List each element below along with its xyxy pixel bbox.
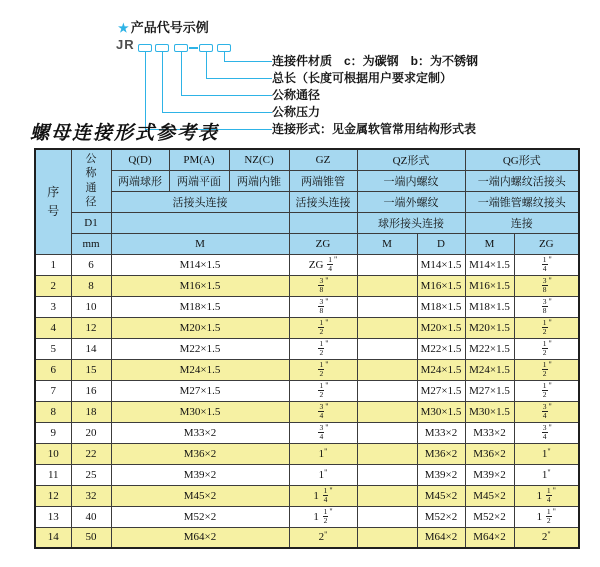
cell-gz <box>289 317 357 338</box>
cell-m: M52×2 <box>111 506 289 527</box>
header-gz: GZ <box>289 149 357 170</box>
inch-mark: " <box>329 506 333 516</box>
cell-gz <box>289 422 357 443</box>
cell-qg-zg <box>514 401 579 422</box>
cell-m: M24×1.5 <box>111 359 289 380</box>
fraction: $\frac{1}{2}$ <box>546 506 551 525</box>
inch-mark: " <box>324 530 328 540</box>
cell-qz-m <box>357 443 417 464</box>
cell-qg-m: M14×1.5 <box>465 254 514 275</box>
code-box-5 <box>217 44 231 52</box>
cell-qz-d: M27×1.5 <box>417 380 465 401</box>
cell-qg-m: M45×2 <box>465 485 514 506</box>
cell-qg-zg <box>514 275 579 296</box>
header-qz: QZ形式 <box>357 149 465 170</box>
header-empty-left <box>111 212 289 233</box>
header-qg: QG形式 <box>465 149 579 170</box>
cell-gz: 1" <box>289 443 357 464</box>
cell-mm: 40 <box>71 506 111 527</box>
table-row <box>35 338 579 359</box>
cell-qz-d: M20×1.5 <box>417 317 465 338</box>
cell-seq: 2 <box>35 275 71 296</box>
cell-qg-zg <box>514 338 579 359</box>
inch-mark: " <box>552 485 556 495</box>
table-row <box>35 380 579 401</box>
fraction: $\frac{3}{4}$ <box>542 401 547 420</box>
table-row <box>35 485 579 506</box>
fraction: $\frac{1}{2}$ <box>319 338 324 357</box>
fraction: $\frac{3}{4}$ <box>319 401 324 420</box>
cell-mm: 22 <box>71 443 111 464</box>
diagram-label-length: 总长（长度可根据用户要求定制） <box>272 71 453 85</box>
cell-qz-d: M45×2 <box>417 485 465 506</box>
cell-gz: ZG $\frac{1}{4}$ " <box>289 254 357 275</box>
cell-seq: 5 <box>35 338 71 359</box>
diagram-label-pressure: 公称压力 <box>272 105 321 119</box>
cell-m: M18×1.5 <box>111 296 289 317</box>
fraction: $\frac{3}{8}$ <box>542 275 547 294</box>
cell-qz-d: M14×1.5 <box>417 254 465 275</box>
table-row <box>35 527 579 548</box>
cell-m: M16×1.5 <box>111 275 289 296</box>
fraction: $\frac{1}{2}$ <box>319 317 324 336</box>
cell-qz-m <box>357 380 417 401</box>
cell-qg-m: M33×2 <box>465 422 514 443</box>
header-gz-desc: 两端锥管 <box>289 170 357 191</box>
cell-qg-m: M36×2 <box>465 443 514 464</box>
cell-qg-zg: 1" <box>514 443 579 464</box>
fraction: $\frac{1}{2}$ <box>542 359 547 378</box>
cell-gz <box>289 275 357 296</box>
header-qd-desc: 两端球形 <box>111 170 169 191</box>
cell-seq: 8 <box>35 401 71 422</box>
cell-mm: 50 <box>71 527 111 548</box>
cell-gz <box>289 296 357 317</box>
fraction: $\frac{1}{2}$ <box>319 359 324 378</box>
cell-qg-m: M24×1.5 <box>465 359 514 380</box>
cell-qz-d: M24×1.5 <box>417 359 465 380</box>
cell-qz-d: M18×1.5 <box>417 296 465 317</box>
diagram-label-connection: 连接形式：见金属软管常用结构形式表 <box>272 122 477 136</box>
cell-qg-m: M18×1.5 <box>465 296 514 317</box>
cell-qz-m <box>357 338 417 359</box>
inch-mark: " <box>325 275 329 285</box>
inch-mark: " <box>548 359 552 369</box>
inch-mark: " <box>547 467 551 477</box>
inch-mark: " <box>548 275 552 285</box>
cell-mm: 10 <box>71 296 111 317</box>
inch-mark: " <box>325 422 329 432</box>
header-qz-row4: 球形接头连接 <box>357 212 465 233</box>
code-box-4 <box>199 44 213 52</box>
inch-mark: " <box>548 380 552 390</box>
table-row <box>35 275 579 296</box>
cell-qg-m: M39×2 <box>465 464 514 485</box>
cell-qz-m <box>357 254 417 275</box>
cell-m: M33×2 <box>111 422 289 443</box>
cell-qg-m: M16×1.5 <box>465 275 514 296</box>
inch-mark: " <box>325 380 329 390</box>
cell-mm: 6 <box>71 254 111 275</box>
header-nominal-diameter <box>71 149 111 212</box>
fraction: $\frac{1}{2}$ <box>319 380 324 399</box>
header-gz-unit: ZG <box>289 233 357 254</box>
cell-m: M39×2 <box>111 464 289 485</box>
header-empty-gz <box>289 212 357 233</box>
nut-connection-table <box>34 148 580 549</box>
diagram-title <box>118 17 209 36</box>
code-box-3 <box>174 44 188 52</box>
inch-mark: " <box>547 446 551 456</box>
cell-seq: 6 <box>35 359 71 380</box>
cell-gz: 2" <box>289 527 357 548</box>
table-body <box>35 254 579 548</box>
table-row <box>35 464 579 485</box>
cell-qz-d: M22×1.5 <box>417 338 465 359</box>
header-qg-row2: 一端内螺纹活接头 <box>465 170 579 191</box>
cell-seq: 1 <box>35 254 71 275</box>
cell-qz-d: M39×2 <box>417 464 465 485</box>
fraction: $\frac{1}{2}$ <box>542 338 547 357</box>
header-qd: Q(D) <box>111 149 169 170</box>
inch-mark: " <box>325 317 329 327</box>
fraction: $\frac{3}{8}$ <box>542 296 547 315</box>
cell-qg-m: M30×1.5 <box>465 401 514 422</box>
cell-qg-zg <box>514 254 579 275</box>
inch-mark: " <box>333 254 338 264</box>
header-mm: mm <box>71 233 111 254</box>
cell-qz-m <box>357 485 417 506</box>
inch-mark: " <box>548 401 552 411</box>
fraction: $\frac{1}{4}$ <box>542 254 547 273</box>
inch-mark: " <box>548 422 552 432</box>
cell-qg-zg: 1 $\frac{1}{4}$ " <box>514 485 579 506</box>
cell-qz-d: M64×2 <box>417 527 465 548</box>
table-row <box>35 359 579 380</box>
inch-mark: " <box>325 401 329 411</box>
cell-seq: 13 <box>35 506 71 527</box>
table-row <box>35 443 579 464</box>
cell-mm: 32 <box>71 485 111 506</box>
header-nominal-label: 公称通径 <box>85 153 97 209</box>
cell-qz-d: M52×2 <box>417 506 465 527</box>
fraction: $\frac{3}{4}$ <box>319 422 324 441</box>
cell-seq: 3 <box>35 296 71 317</box>
header-qg-zg: ZG <box>514 233 579 254</box>
table-row <box>35 296 579 317</box>
diagram-title-text: 产品代号示例 <box>130 20 209 35</box>
cell-qg-m: M20×1.5 <box>465 317 514 338</box>
header-seq-label: 序号 <box>47 185 60 218</box>
diagram-label-diameter: 公称通径 <box>272 88 321 102</box>
fraction: $\frac{1}{2}$ <box>542 317 547 336</box>
cell-seq: 9 <box>35 422 71 443</box>
inch-mark: " <box>325 338 329 348</box>
cell-qg-zg <box>514 380 579 401</box>
cell-qg-m: M52×2 <box>465 506 514 527</box>
cell-qg-m: M27×1.5 <box>465 380 514 401</box>
cell-m: M14×1.5 <box>111 254 289 275</box>
code-box-1 <box>138 44 152 52</box>
cell-m: M27×1.5 <box>111 380 289 401</box>
cell-mm: 16 <box>71 380 111 401</box>
header-qz-row2: 一端内螺纹 <box>357 170 465 191</box>
cell-m: M30×1.5 <box>111 401 289 422</box>
cell-qg-zg: 2" <box>514 527 579 548</box>
inch-mark: " <box>548 254 552 264</box>
cell-m: M22×1.5 <box>111 338 289 359</box>
cell-mm: 15 <box>71 359 111 380</box>
table-row <box>35 506 579 527</box>
cell-qz-d: M36×2 <box>417 443 465 464</box>
table-row <box>35 317 579 338</box>
cell-gz <box>289 359 357 380</box>
header-d1: D1 <box>71 212 111 233</box>
cell-gz: 1 $\frac{1}{4}$ " <box>289 485 357 506</box>
fraction: $\frac{3}{8}$ <box>319 275 324 294</box>
cell-seq: 4 <box>35 317 71 338</box>
fraction: $\frac{1}{2}$ <box>542 380 547 399</box>
cell-qg-zg: 1" <box>514 464 579 485</box>
cell-qg-zg <box>514 359 579 380</box>
cell-seq: 14 <box>35 527 71 548</box>
header-qz-m: M <box>357 233 417 254</box>
cell-seq: 11 <box>35 464 71 485</box>
code-prefix: JR <box>116 37 135 52</box>
cell-gz <box>289 380 357 401</box>
inch-mark: " <box>324 467 328 477</box>
cell-qz-m <box>357 422 417 443</box>
cell-qz-m <box>357 359 417 380</box>
table-title: 螺母连接形式参考表 <box>30 122 220 144</box>
inch-mark: " <box>325 296 329 306</box>
cell-qg-m: M64×2 <box>465 527 514 548</box>
table-row <box>35 254 579 275</box>
fraction: $\frac{1}{4}$ <box>328 254 332 273</box>
inch-mark: " <box>324 446 328 456</box>
header-pma: PM(A) <box>169 149 229 170</box>
cell-m: M45×2 <box>111 485 289 506</box>
fraction: $\frac{3}{4}$ <box>542 422 547 441</box>
cell-seq: 7 <box>35 380 71 401</box>
cell-qz-m <box>357 296 417 317</box>
code-dash <box>189 47 198 49</box>
header-nzc-desc: 两端内锥 <box>229 170 289 191</box>
header-qz-d: D <box>417 233 465 254</box>
cell-gz <box>289 338 357 359</box>
header-pma-desc: 两端平面 <box>169 170 229 191</box>
inch-mark: " <box>548 317 552 327</box>
cell-gz <box>289 401 357 422</box>
cell-gz: 1 $\frac{1}{2}$ " <box>289 506 357 527</box>
cell-mm: 14 <box>71 338 111 359</box>
cell-mm: 20 <box>71 422 111 443</box>
cell-seq: 12 <box>35 485 71 506</box>
inch-mark: " <box>329 485 333 495</box>
header-seq <box>35 149 71 254</box>
cell-seq: 10 <box>35 443 71 464</box>
table-row <box>35 422 579 443</box>
diagram-labels <box>272 53 478 138</box>
cell-mm: 25 <box>71 464 111 485</box>
cell-qg-zg <box>514 296 579 317</box>
cell-gz: 1" <box>289 464 357 485</box>
fraction: $\frac{1}{4}$ <box>546 485 551 504</box>
table-row <box>35 401 579 422</box>
header-m-unit: M <box>111 233 289 254</box>
star-icon: ★ <box>118 21 129 35</box>
inch-mark: " <box>325 359 329 369</box>
cell-qg-m: M22×1.5 <box>465 338 514 359</box>
header-gz-connection: 活接头连接 <box>289 191 357 212</box>
cell-mm: 8 <box>71 275 111 296</box>
fraction: $\frac{3}{8}$ <box>319 296 324 315</box>
cell-qg-zg <box>514 317 579 338</box>
inch-mark: " <box>548 338 552 348</box>
cell-qg-zg <box>514 422 579 443</box>
header-nzc: NZ(C) <box>229 149 289 170</box>
fraction: $\frac{1}{4}$ <box>323 485 328 504</box>
cell-qz-m <box>357 317 417 338</box>
cell-qz-m <box>357 527 417 548</box>
cell-mm: 18 <box>71 401 111 422</box>
code-box-2 <box>155 44 169 52</box>
cell-m: M20×1.5 <box>111 317 289 338</box>
header-qg-row4: 连接 <box>465 212 579 233</box>
cell-m: M36×2 <box>111 443 289 464</box>
cell-mm: 12 <box>71 317 111 338</box>
cell-qz-m <box>357 275 417 296</box>
cell-qz-m <box>357 401 417 422</box>
inch-mark: " <box>548 296 552 306</box>
table-header <box>35 149 579 254</box>
inch-mark: " <box>547 530 551 540</box>
cell-qg-zg: 1 $\frac{1}{2}$ " <box>514 506 579 527</box>
header-qg-m: M <box>465 233 514 254</box>
cell-qz-d: M33×2 <box>417 422 465 443</box>
header-qz-row3: 一端外螺纹 <box>357 191 465 212</box>
diagram-label-material: 连接件材质 c：为碳钢 b：为不锈钢 <box>272 54 479 68</box>
cell-qz-d: M30×1.5 <box>417 401 465 422</box>
inch-mark: " <box>552 506 556 516</box>
header-union-connection: 活接头连接 <box>111 191 289 212</box>
fraction: $\frac{1}{2}$ <box>323 506 328 525</box>
cell-qz-d: M16×1.5 <box>417 275 465 296</box>
cell-qz-m <box>357 464 417 485</box>
cell-qz-m <box>357 506 417 527</box>
cell-m: M64×2 <box>111 527 289 548</box>
header-qg-row3: 一端锥管螺纹接头 <box>465 191 579 212</box>
